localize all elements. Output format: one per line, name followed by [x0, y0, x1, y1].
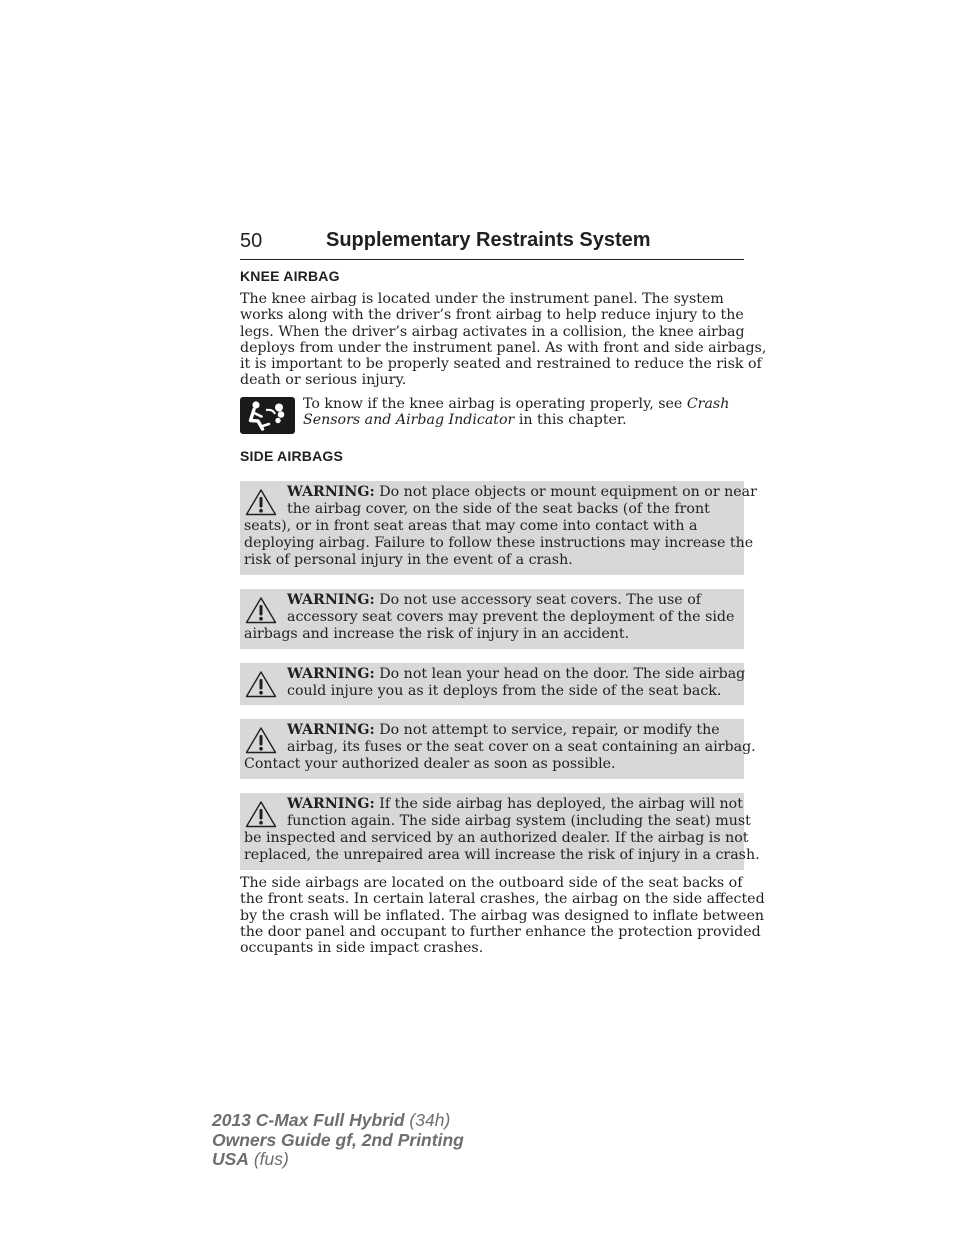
- warning-text: replaced, the unrepaired area will increase the risk of injury in a crash.: [244, 847, 760, 863]
- paragraph-line: the door panel and occupant to further enhance the protection provided: [240, 923, 761, 940]
- warning-text: airbags and increase the risk of injury in an accident.: [244, 626, 630, 642]
- knee-airbag-paragraph: [240, 291, 767, 389]
- knee-airbag-note: [303, 396, 729, 429]
- side-airbags-paragraph: [240, 875, 765, 957]
- warning-box: [240, 793, 760, 870]
- warning-text: Do not lean your head on the door. The side airbag: [374, 666, 746, 682]
- warning-text: risk of personal injury in the event of a crash.: [244, 552, 573, 568]
- warning-text: If the side airbag has deployed, the airbag will not: [374, 796, 743, 812]
- paragraph-line: legs. When the driver’s airbag activates in a collision, the knee airbag: [240, 323, 745, 340]
- cross-reference: Crash: [686, 396, 730, 412]
- warning-text: the airbag cover, on the side of the seat backs (of the front: [287, 501, 710, 517]
- paragraph-line: by the crash will be inflated. The airbag was designed to inflate between: [240, 907, 765, 924]
- warning-text: accessory seat covers may prevent the deployment of the side: [287, 609, 735, 625]
- warning-box: [240, 481, 757, 575]
- knee-airbag-heading: KNEE AIRBAG: [240, 268, 340, 284]
- paragraph-line: the front seats. In certain lateral crashes, the airbag on the side affected: [240, 891, 765, 908]
- paragraph-line: it is important to be properly seated and restrained to reduce the risk of: [240, 356, 762, 373]
- footer-market: USA: [212, 1149, 249, 1169]
- warning-label: WARNING:: [287, 666, 375, 682]
- footer-code: (34h): [404, 1110, 451, 1130]
- footer-code: (fus): [248, 1149, 289, 1169]
- warning-text: function again. The side airbag system (including the seat) must: [287, 813, 751, 829]
- paragraph-line: deploys from under the instrument panel. As with front and side airbags,: [240, 339, 767, 356]
- airbag-indicator-icon: [240, 397, 295, 434]
- note-text: To know if the knee airbag is operating properly, see: [303, 396, 687, 412]
- warning-text: deploying airbag. Failure to follow these instructions may increase the: [244, 535, 754, 551]
- paragraph-line: death or serious injury.: [240, 372, 407, 389]
- page-header: [240, 229, 744, 260]
- paragraph-line: The knee airbag is located under the instrument panel. The system: [240, 291, 724, 307]
- footer-guide: Owners Guide gf, 2nd Printing: [212, 1129, 464, 1150]
- warning-text: could injure you as it deploys from the side of the seat back.: [287, 683, 722, 699]
- warning-box: [240, 719, 756, 779]
- note-text: in this chapter.: [514, 412, 627, 429]
- chapter-title: Supplementary Restraints System: [326, 229, 651, 251]
- cross-reference: Sensors and Airbag Indicator: [303, 412, 515, 429]
- warning-text: Do not use accessory seat covers. The use of: [374, 592, 702, 608]
- warning-label: WARNING:: [287, 484, 375, 500]
- page-footer: [212, 1111, 464, 1170]
- footer-model: 2013 C-Max Full Hybrid: [212, 1110, 405, 1130]
- page-number: 50: [240, 230, 263, 252]
- warning-text: Do not attempt to service, repair, or modify the: [374, 722, 720, 738]
- warning-label: WARNING:: [287, 722, 375, 738]
- warning-text: be inspected and serviced by an authorized dealer. If the airbag is not: [244, 830, 749, 846]
- warning-label: WARNING:: [287, 592, 375, 608]
- side-airbags-heading: SIDE AIRBAGS: [240, 448, 344, 464]
- warning-box: [240, 589, 744, 649]
- warning-text: airbag, its fuses or the seat cover on a seat containing an airbag.: [287, 739, 756, 755]
- warning-text: Contact your authorized dealer as soon as possible.: [244, 756, 616, 772]
- warning-text: Do not place objects or mount equipment on or near: [374, 484, 757, 500]
- warning-box: [240, 663, 744, 705]
- paragraph-line: works along with the driver’s front airbag to help reduce injury to the: [240, 307, 744, 324]
- warning-text: seats), or in front seat areas that may come into contact with a: [244, 518, 698, 534]
- paragraph-line: occupants in side impact crashes.: [240, 940, 484, 957]
- paragraph-line: The side airbags are located on the outboard side of the seat backs of: [240, 875, 743, 891]
- warning-label: WARNING:: [287, 796, 375, 812]
